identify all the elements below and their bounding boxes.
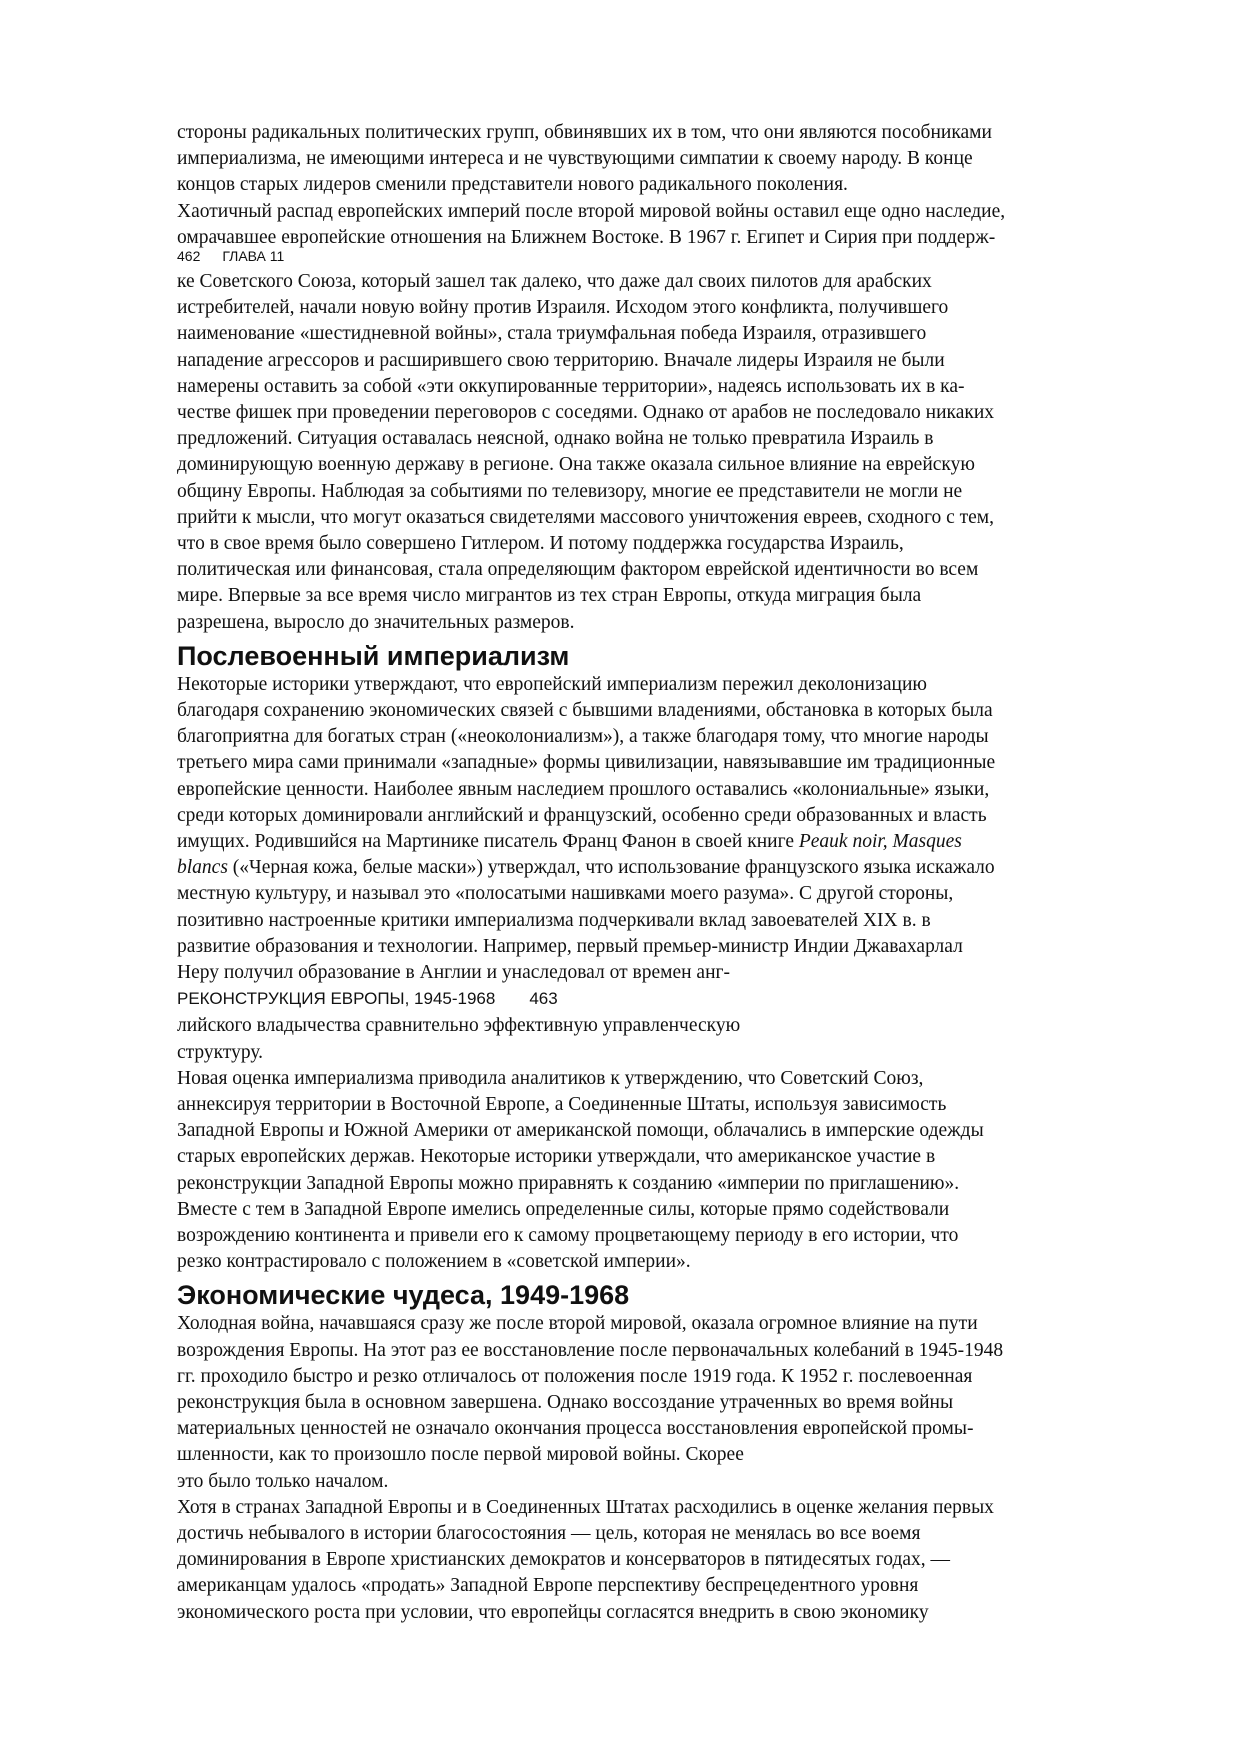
text-line: политическая или финансовая, стала определяющим фактором еврейской идентичности во всем <box>177 559 979 581</box>
text-line: нападение агрессоров и расширившего свою территорию. Вначале лидеры Израиля не были <box>177 349 945 371</box>
text-line: истребителей, начали новую войну против Израиля. Исходом этого конфликта, получившего <box>177 297 949 319</box>
text-fragment: имущих. Родившийся на Мартинике писатель Франц Фанон в своей книге <box>177 831 794 853</box>
text-line <box>177 855 1177 881</box>
text-line: предложений. Ситуация оставалась неясной, однако война не только превратила Израиль в <box>177 428 934 450</box>
text-line: прийти к мысли, что могут оказаться свидетелями массового уничтожения евреев, сходного с тем, <box>177 506 995 528</box>
text-line: Хотя в странах Западной Европы и в Соединенных Штатах расходились в оценке желания первых <box>177 1496 994 1518</box>
text-line: намерены оставить за собой «эти оккупированные территории», надеясь использовать их в ка- <box>177 375 965 397</box>
paragraph-continuation <box>177 120 1177 251</box>
text-line: Хаотичный распад европейских империй после второй мировой войны оставил еще одно наследие, <box>177 200 1006 222</box>
text-line: возрождению континента и привели его к самому процветающему периоду в его истории, что <box>177 1224 959 1246</box>
paragraph-continuation-2 <box>177 1013 1177 1065</box>
text-line: что в свое время было совершено Гитлером. И потому поддержка государства Израиль, <box>177 533 904 555</box>
book-title: Peauk noir, Masques <box>798 831 962 853</box>
text-line: Некоторые историки утверждают, что европейский империализм пережил деколонизацию <box>177 673 927 695</box>
text-line: американцам удалось «продать» Западной Европе перспективу беспрецедентного уровня <box>177 1575 919 1597</box>
text-line: резко контрастировало с положением в «советской империи». <box>177 1251 691 1273</box>
text-line: общину Европы. Наблюдая за событиями по телевизору, многие ее представители не могли не <box>177 480 963 502</box>
text-line: благоприятна для богатых стран («неоколониализм»), а также благодаря тому, что многие народы <box>177 726 989 748</box>
paragraph-six-day-war <box>177 269 1177 636</box>
text-line: доминирования в Европе христианских демократов и консерваторов в пятидесятых годах, — <box>177 1549 951 1571</box>
text-line: экономического роста при условии, что европейцы согласятся внедрить в свою экономику <box>177 1601 929 1623</box>
text-line: развитие образования и технологии. Например, первый премьер-министр Индии Джавахарлал <box>177 935 963 957</box>
text-line: Вместе с тем в Западной Европе имелись определенные силы, которые прямо содействовали <box>177 1198 950 1220</box>
paragraph-cold-war <box>177 1311 1177 1494</box>
book-title: blancs <box>177 857 228 879</box>
running-header-right <box>177 988 1177 1010</box>
text-line: гг. проходило быстро и резко отличалось от положения после 1919 года. К 1952 г. послевоенная <box>177 1365 973 1387</box>
text-line: это было только началом. <box>177 1470 389 1492</box>
text-line: старых европейских держав. Некоторые историки утверждали, что американское участие в <box>177 1146 936 1168</box>
text-fragment: («Черная кожа, белые маски») утверждал, что использование французского языка искажало <box>227 857 995 879</box>
text-line: омрачавшее европейские отношения на Ближнем Востоке. В 1967 г. Египет и Сирия при поддерж- <box>177 226 996 248</box>
text-line: среди которых доминировали английский и французский, особенно среди образованных и власть <box>177 804 987 826</box>
running-title: РЕКОНСТРУКЦИЯ ЕВРОПЫ, 1945-1968 <box>177 989 496 1009</box>
document-page <box>177 120 1177 1626</box>
page-number: 462 <box>177 248 201 265</box>
text-line: материальных ценностей не означало окончания процесса восстановления европейской промы- <box>177 1418 974 1440</box>
text-line: благодаря сохранению экономических связей с бывшими владениями, обстановка в которых была <box>177 700 993 722</box>
chapter-label: ГЛАВА 11 <box>222 248 285 265</box>
text-line: третьего мира сами принимали «западные» формы цивилизации, навязывавшие им традиционные <box>177 752 996 774</box>
text-line: доминирующую военную державу в регионе. Она также оказала сильное влияние на еврейскую <box>177 454 975 476</box>
text-line: местную культуру, и называл это «полосатыми нашивками моего разума». С другой стороны, <box>177 883 954 905</box>
text-line: шленности, как то произошло после первой мировой войны. Скорее <box>177 1444 744 1466</box>
section-heading-postwar-imperialism: Послевоенный империализм <box>177 640 570 671</box>
text-line: реконструкция была в основном завершена. Однако воссоздание утраченных во время войны <box>177 1391 954 1413</box>
text-line: европейские ценности. Наиболее явным наследием прошлого оставались «колониальные» языки, <box>177 778 990 800</box>
text-line: стороны радикальных политических групп, обвинявших их в том, что они являются пособниками <box>177 122 992 143</box>
section-heading-economic-miracles: Экономические чудеса, 1949-1968 <box>177 1280 630 1311</box>
text-line <box>177 829 1177 855</box>
paragraph-empire-by-invitation <box>177 1066 1177 1276</box>
text-line: Неру получил образование в Англии и унаследовал от времен анг- <box>177 962 730 984</box>
text-line: достичь небывалого в истории благосостояния — цель, которая не менялась во все воемя <box>177 1522 921 1544</box>
text-line: позитивно настроенные критики империализма подчеркивали вклад завоевателей XIX в. в <box>177 909 931 931</box>
text-line: ке Советского Союза, который зашел так далеко, что даже дал своих пилотов для арабских <box>177 271 932 293</box>
text-line: наименование «шестидневной войны», стала триумфальная победа Израиля, отразившего <box>177 323 927 345</box>
text-line: лийского владычества сравнительно эффективную управленческую <box>177 1015 741 1037</box>
text-line: честве фишек при проведении переговоров с соседями. Однако от арабов не последовало никаких <box>177 402 995 424</box>
paragraph-postwar-imperialism <box>177 672 1177 986</box>
page-number: 463 <box>529 989 558 1009</box>
text-line: реконструкции Западной Европы можно приравнять к созданию «империи по приглашению». <box>177 1172 960 1194</box>
text-line: Западной Европы и Южной Америки от американской помощи, облачались в имперские одежды <box>177 1120 984 1142</box>
text-line: концов старых лидеров сменили представители нового радикального поколения. <box>177 174 848 196</box>
paragraph-prosperity <box>177 1495 1177 1626</box>
text-line: разрешена, выросло до значительных размеров. <box>177 611 575 633</box>
text-line: империализма, не имеющими интереса и не чувствующими симпатии к своему народу. В конце <box>177 148 973 170</box>
text-line: мире. Впервые за все время число мигрантов из тех стран Европы, откуда миграция была <box>177 585 922 607</box>
text-line: Новая оценка империализма приводила аналитиков к утверждению, что Советский Союз, <box>177 1067 924 1089</box>
text-line: Холодная война, начавшаяся сразу же после второй мировой, оказала огромное влияние на пути <box>177 1313 978 1335</box>
text-line: структуру. <box>177 1041 264 1063</box>
text-line: возрождения Европы. На этот раз ее восстановление после первоначальных колебаний в 1945-1948 <box>177 1339 1004 1361</box>
text-line: аннексируя территории в Восточной Европе, а Соединенные Штаты, используя зависимость <box>177 1093 947 1115</box>
